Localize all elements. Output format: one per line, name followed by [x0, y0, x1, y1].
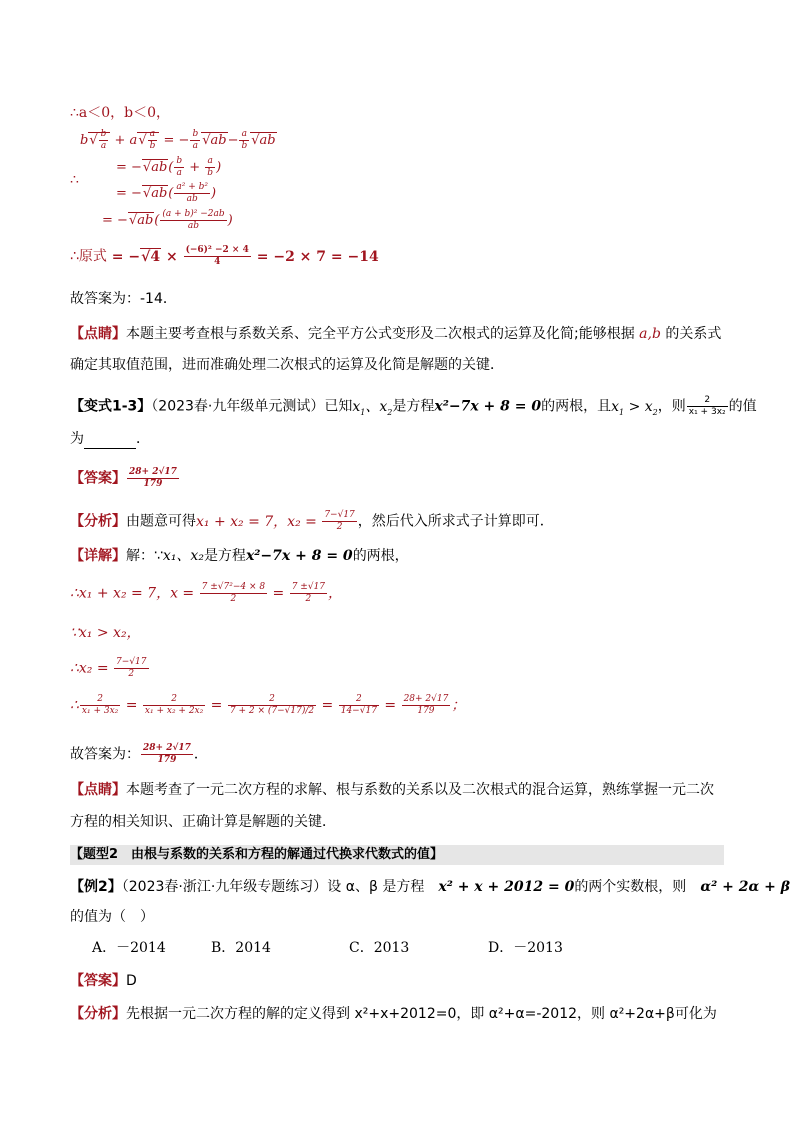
option-c[interactable]: C．2013 [349, 940, 410, 956]
analysis-2-line: 【分析】先根据一元二次方程的解的定义得到 x²+x+2012=0，即 α²+α=-2012，则 α²+2α+β可化为 [70, 1006, 717, 1022]
example-2-line-1: 【例2】（2023春·浙江·九年级专题练习）设 α、β 是方程 x² + x + 2012 = 0的两个实数根，则 α² + 2α + β [70, 879, 790, 895]
remark-1-line-2: 确定其取值范围，进而准确处理二次根式的运算及化简是解题的关键． [70, 357, 504, 373]
answer-line-2: 故答案为： $\frac{28+ 2√17}{179}$ ． [70, 743, 208, 765]
analysis-line: 【分析】由题意可得x₁ + x₂ = 7，x₂ = $\frac{7-√17}{2}$ ，然后代入所求式子计算即可． [70, 510, 554, 532]
answer-line-1: 故答案为：-14． [70, 291, 177, 307]
solution-line-1: 【详解】解：∵x₁、x₂是方程x²−7x + 8 = 0的两根， [70, 548, 409, 564]
solution-line-3: ∵x₁ > x₂， [70, 625, 141, 641]
section-header: 【题型2 由根与系数的关系和方程的解通过代换求代数式的值】 [70, 845, 724, 865]
answer-blank [84, 434, 136, 449]
condition-line: ∴a＜0，b＜0， [70, 105, 171, 121]
remark-2-line-2: 方程的相关知识、正确计算是解题的关键． [70, 814, 336, 830]
variant-question-line-2: 为 ． [70, 431, 150, 447]
example-2-line-2: 的值为（ ） [70, 909, 154, 925]
option-a[interactable]: A．－2014 [92, 940, 166, 956]
derivation-line-4: = −√ab( $\frac{\text{(a + b)² −2ab}}{ab}$ ) [102, 209, 233, 231]
variant-question-line-1: 【变式1-3】（2023春·九年级单元测试）已知$x_1$、$x_2$是方程x²−7x + 8 = 0的两根，且$x_1 > x_2$，则 $\frac{2}{\text{x₁ + 3x₂}}$ 的值 [70, 395, 757, 417]
solution-line-5: ∴ $\frac{2}{\text{x₁ + 3x₂}}$ = $\frac{2}{\text{x₁ + x₂ + 2x₂}}$ = $\frac{2}{7 + 2 \times (7-√17)/2}$ = $\frac{2}{14-√17}$ = $\frac{28+ 2√17}{179}$ ； [70, 694, 466, 716]
option-b[interactable]: B．2014 [211, 940, 271, 956]
remark-1-line-1: 【点睛】本题主要考查根与系数关系、完全平方公式变形及二次根式的运算及化简;能够根据 a,b 的关系式 [70, 326, 722, 342]
derivation-line-3: = −√ab( $\frac{\text{a² + b²}}{ab}$ ) [116, 182, 217, 204]
option-d[interactable]: D．－2013 [488, 940, 563, 956]
derivation-line-1: b√ $\frac{b}{a}$ + a√ $\frac{a}{b}$ = − $\frac{b}{a}$ √ab− $\frac{a}{b}$ √ab [80, 129, 276, 151]
therefore-symbol: ∴ [70, 172, 79, 188]
original-expression-line: ∴原式 = −√4 × $\frac{\text{(−6)² −2 × 4}}{4}$ = −2 × 7 = −14 [70, 245, 379, 267]
answer-label-line: 【答案】 $\frac{28+ 2√17}{179}$ [70, 467, 177, 489]
derivation-line-2: = −√ab( $\frac{b}{a}$ + $\frac{a}{b}$ ) [116, 156, 222, 178]
remark-2-line-1: 【点睛】本题考查了一元二次方程的求解、根与系数的关系以及二次根式的混合运算，熟练掌握一元二次 [70, 782, 714, 798]
answer-2-line: 【答案】D [70, 973, 137, 989]
solution-line-2: ∴x₁ + x₂ = 7，x = $\frac{\text{7 ±√7²−4 × 8}}{2}$ = $\frac{7 \pm√17}{2}$ ， [70, 582, 343, 604]
solution-line-4: ∴x₂ = $\frac{7-√17}{2}$ [70, 657, 147, 679]
